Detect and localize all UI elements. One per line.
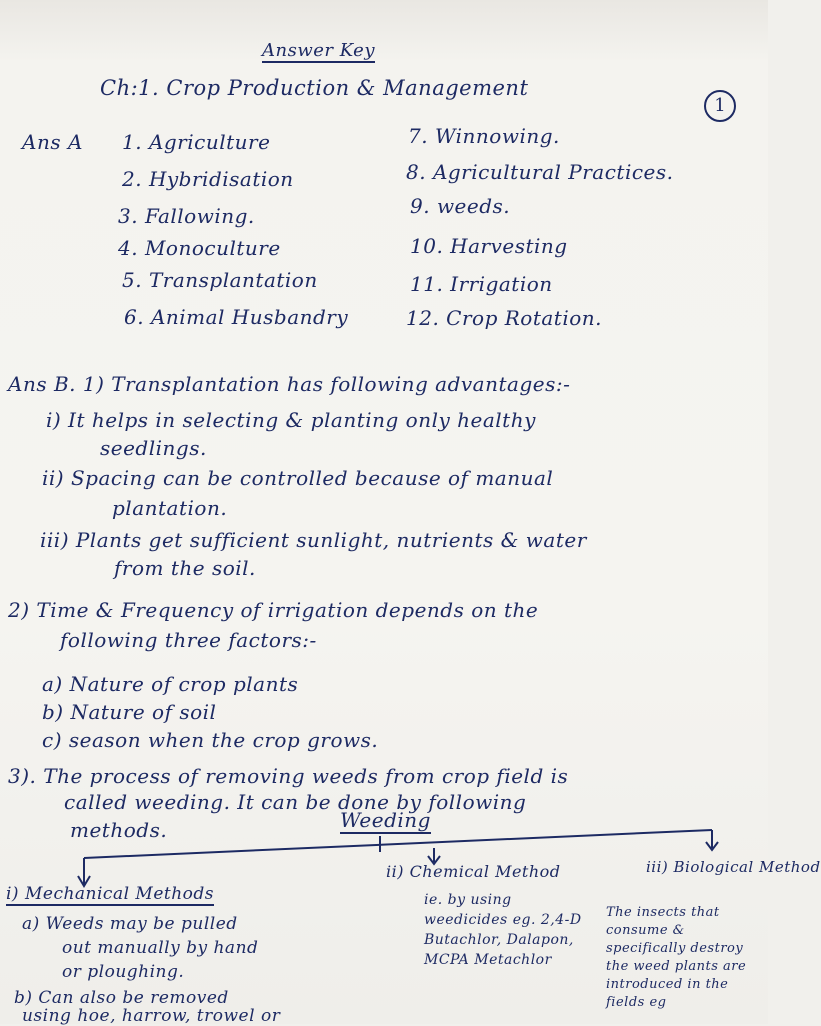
ans-b-q3-line2: called weeding. It can be done by following: [64, 790, 527, 814]
ans-b-q1-ii-line2: plantation.: [112, 496, 228, 520]
mechanical-a-line3: or ploughing.: [62, 962, 185, 982]
ans-b-q2-b: b) Nature of soil: [42, 700, 217, 724]
ans-b-q2-a: a) Nature of crop plants: [42, 672, 299, 696]
answer-key-title: Answer Key: [262, 40, 375, 61]
ans-b-q1-i-line1: i) It helps in selecting & planting only healthy: [46, 408, 536, 432]
ans-a-item-10: 10. Harvesting: [410, 234, 568, 258]
ans-b-q1-iii-line2: from the soil.: [114, 556, 256, 580]
ans-b-q3-line1: 3). The process of removing weeds from crop field is: [8, 764, 569, 788]
ans-a-item-6: 6. Animal Husbandry: [124, 305, 349, 329]
ans-a-item-5: 5. Transplantation: [122, 268, 318, 292]
weeding-root: Weeding: [340, 808, 431, 832]
ans-a-item-8: 8. Agricultural Practices.: [406, 160, 674, 184]
ans-b-q3-line3: methods.: [70, 818, 168, 842]
ans-b-q1-iii-line1: iii) Plants get sufficient sunlight, nutrients & water: [40, 528, 587, 552]
ans-a-item-12: 12. Crop Rotation.: [406, 306, 603, 330]
ans-b-q1: Ans B. 1) Transplantation has following advantages:-: [8, 372, 571, 396]
ans-a-item-9: 9. weeds.: [410, 194, 511, 218]
ans-a-item-2: 2. Hybridisation: [122, 167, 294, 191]
ans-b-q2-line2: following three factors:-: [60, 628, 317, 652]
mechanical-method-heading: i) Mechanical Methods: [6, 884, 215, 904]
chemical-method-heading: ii) Chemical Method: [386, 862, 561, 881]
ans-a-item-4: 4. Monoculture: [118, 236, 281, 260]
chapter-heading: Ch:1. Crop Production & Management: [100, 76, 529, 100]
ans-b-q2-c: c) season when the crop grows.: [42, 728, 379, 752]
chemical-method-description: ie. by using weedicides eg. 2,4-D Butachlor, Dalapon, MCPA Metachlor: [424, 892, 582, 968]
mechanical-a-line1: a) Weeds may be pulled: [22, 914, 238, 934]
biological-method-heading: iii) Biological Method: [646, 858, 821, 876]
mechanical-b-line2: using hoe, harrow, trowel or: [22, 1006, 281, 1026]
ans-a-item-3: 3. Fallowing.: [118, 204, 255, 228]
ans-b-q1-ii-line1: ii) Spacing can be controlled because of manual: [42, 466, 554, 490]
mechanical-b-line1: b) Can also be removed: [14, 988, 229, 1008]
ans-b-q2-line1: 2) Time & Frequency of irrigation depends on the: [8, 598, 539, 622]
ans-a-label: Ans A: [22, 130, 83, 154]
biological-method-description: The insects that consume & specifically destroy the weed plants are introduced in the fields eg: [606, 905, 747, 1010]
page-number: 1: [704, 90, 736, 122]
ans-a-item-7: 7. Winnowing.: [408, 124, 560, 148]
mechanical-a-line2: out manually by hand: [62, 938, 259, 958]
ans-a-item-1: 1. Agriculture: [122, 130, 271, 154]
ans-a-item-11: 11. Irrigation: [410, 272, 553, 296]
ans-b-q1-i-line2: seedlings.: [100, 436, 207, 460]
